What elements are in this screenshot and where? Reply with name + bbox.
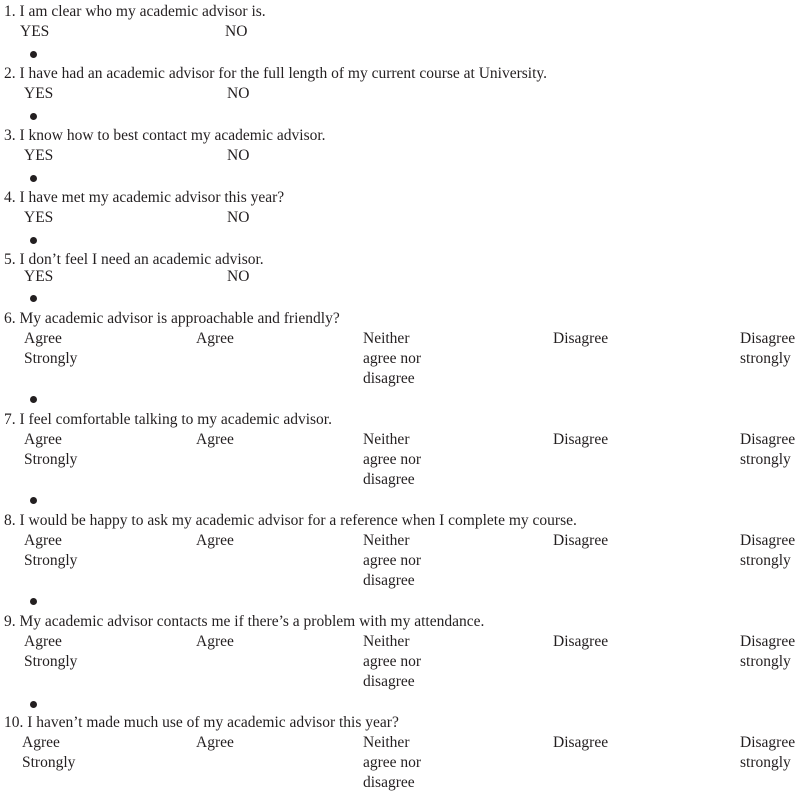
option-disagree-strongly[interactable]: Disagree strongly	[740, 330, 796, 367]
bullet-icon	[30, 598, 37, 605]
question-text: 1. I am clear who my academic advisor is.	[4, 3, 266, 20]
question-text: 10. I haven’t made much use of my academic advisor this year?	[4, 714, 399, 731]
question-text: 6. My academic advisor is approachable and friendly?	[4, 310, 340, 327]
option-agree[interactable]: Agree	[196, 633, 234, 650]
option-disagree-strongly[interactable]: Disagree strongly	[740, 633, 796, 670]
question-text: 9. My academic advisor contacts me if there’s a problem with my attendance.	[4, 613, 485, 630]
question-text: 4. I have met my academic advisor this year?	[4, 189, 285, 206]
option-no[interactable]: NO	[227, 268, 250, 285]
option-neither[interactable]: Neither agree nor disagree	[363, 633, 422, 690]
option-yes[interactable]: YES	[24, 268, 54, 285]
bullet-icon	[30, 237, 37, 244]
option-yes[interactable]: YES	[24, 209, 54, 226]
question-text: 7. I feel comfortable talking to my academic advisor.	[4, 411, 332, 428]
option-disagree[interactable]: Disagree	[553, 532, 609, 549]
bullet-icon	[30, 396, 37, 403]
option-agree-strongly[interactable]: Agree Strongly	[24, 431, 78, 468]
bullet-icon	[30, 701, 37, 708]
option-disagree-strongly[interactable]: Disagree strongly	[740, 431, 796, 468]
option-agree[interactable]: Agree	[196, 330, 234, 347]
option-no[interactable]: NO	[227, 147, 250, 164]
option-no[interactable]: NO	[227, 85, 250, 102]
option-yes[interactable]: YES	[20, 23, 50, 40]
question-text: 5. I don’t feel I need an academic advisor.	[4, 251, 264, 268]
option-agree-strongly[interactable]: Agree Strongly	[24, 330, 78, 367]
bullet-icon	[30, 175, 37, 182]
option-disagree[interactable]: Disagree	[553, 633, 609, 650]
option-no[interactable]: NO	[227, 209, 250, 226]
question-text: 3. I know how to best contact my academic advisor.	[4, 127, 326, 144]
option-neither[interactable]: Neither agree nor disagree	[363, 734, 422, 791]
option-neither[interactable]: Neither agree nor disagree	[363, 330, 422, 387]
bullet-icon	[30, 497, 37, 504]
option-agree-strongly[interactable]: Agree Strongly	[22, 734, 76, 771]
bullet-icon	[30, 113, 37, 120]
option-disagree[interactable]: Disagree	[553, 431, 609, 448]
bullet-icon	[30, 51, 37, 58]
option-no[interactable]: NO	[225, 23, 248, 40]
option-neither[interactable]: Neither agree nor disagree	[363, 431, 422, 488]
bullet-icon	[30, 295, 37, 302]
option-agree[interactable]: Agree	[196, 532, 234, 549]
option-disagree-strongly[interactable]: Disagree strongly	[740, 532, 796, 569]
option-disagree-strongly[interactable]: Disagree strongly	[740, 734, 796, 771]
option-agree-strongly[interactable]: Agree Strongly	[24, 633, 78, 670]
option-agree[interactable]: Agree	[196, 734, 234, 751]
question-text: 8. I would be happy to ask my academic advisor for a reference when I complete my course.	[4, 512, 577, 529]
option-yes[interactable]: YES	[24, 85, 54, 102]
option-yes[interactable]: YES	[24, 147, 54, 164]
option-agree[interactable]: Agree	[196, 431, 234, 448]
option-neither[interactable]: Neither agree nor disagree	[363, 532, 422, 589]
question-text: 2. I have had an academic advisor for the full length of my current course at University.	[4, 65, 548, 82]
option-agree-strongly[interactable]: Agree Strongly	[24, 532, 78, 569]
option-disagree[interactable]: Disagree	[553, 330, 609, 347]
option-disagree[interactable]: Disagree	[553, 734, 609, 751]
